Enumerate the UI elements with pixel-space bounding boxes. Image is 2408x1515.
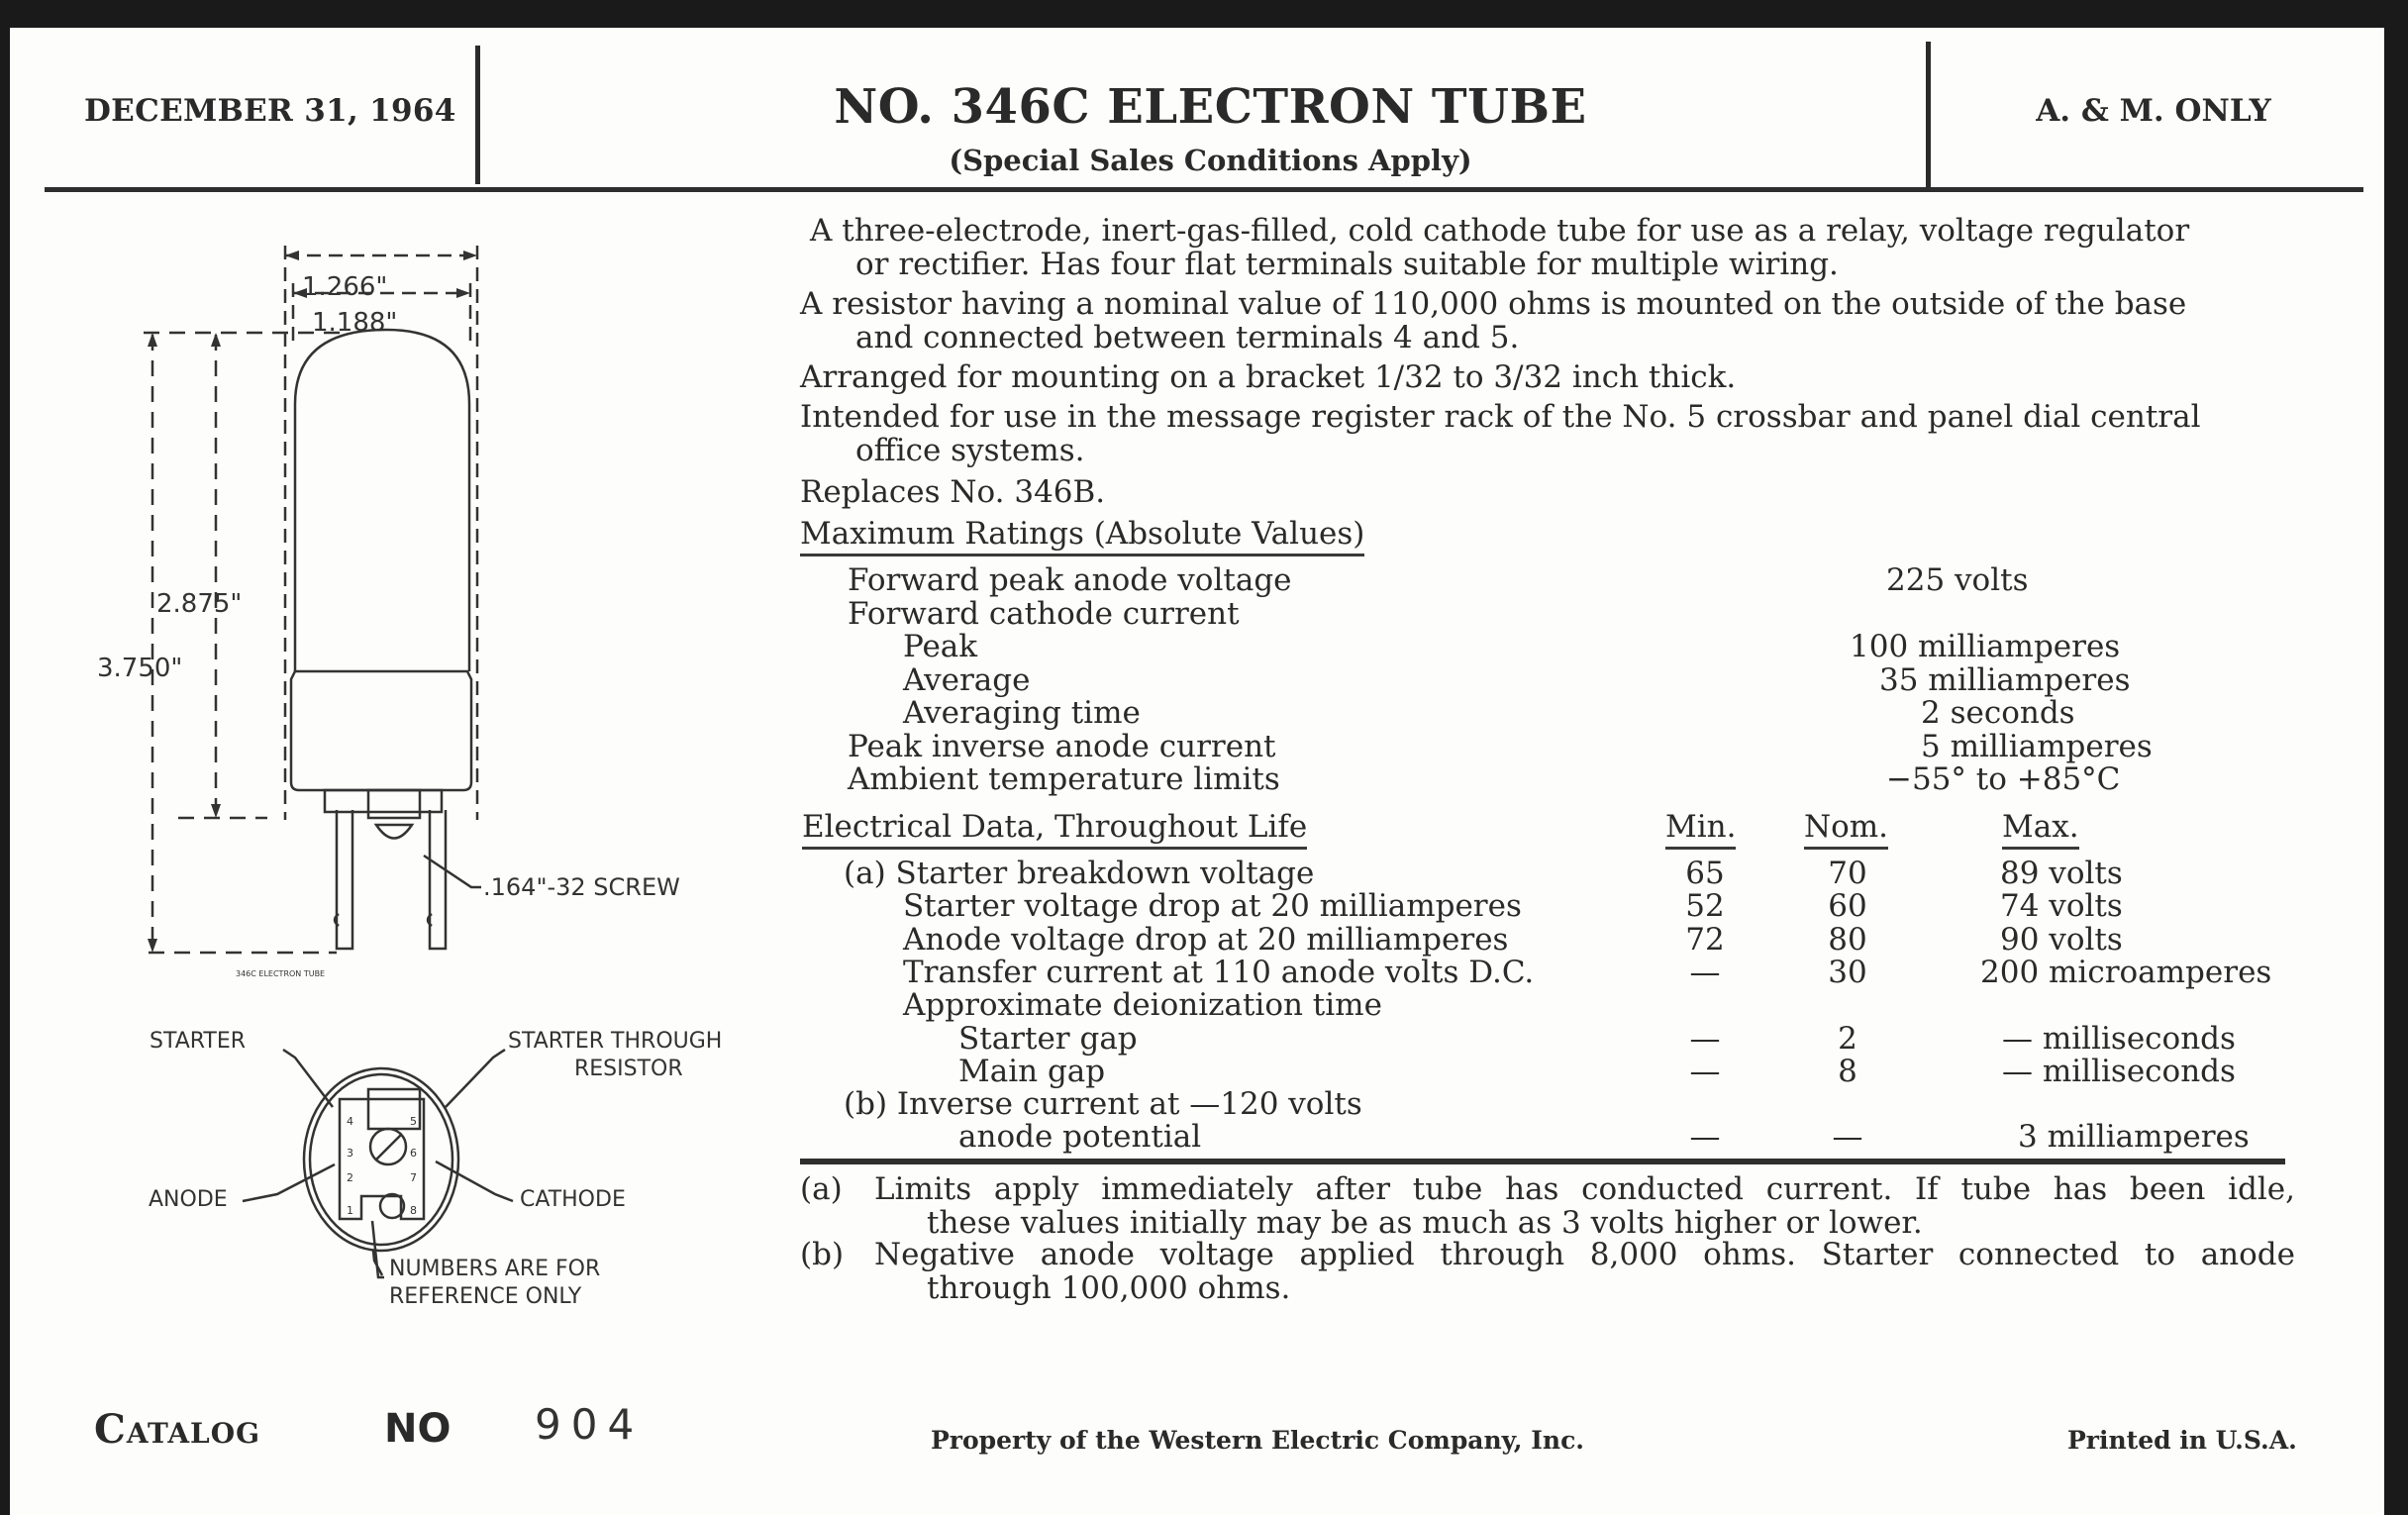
terminal-right [430, 810, 446, 949]
rating-value: 2 seconds [1921, 695, 2075, 731]
column-header-max [2002, 810, 2079, 844]
cell-nom: 80 [1828, 921, 1867, 958]
rating-value: 225 volts [1886, 562, 2029, 598]
dim-total-height-label: 3.750" [97, 654, 183, 683]
screw-label: .164"-32 SCREW [483, 873, 680, 901]
drawing-caption: 346C ELECTRON TUBE [236, 969, 326, 978]
cell-max: 74 volts [2000, 888, 2123, 925]
para-line: Intended for use in the message register rack of the No. 5 crossbar and panel dial central [800, 399, 2201, 435]
rating-value: 100 milliamperes [1850, 629, 2121, 664]
row-label: Starter voltage drop at 20 milliamperes [903, 888, 1522, 925]
label-numbers-2: REFERENCE ONLY [389, 1284, 582, 1309]
base-bottom-outer [304, 1068, 458, 1251]
footnote-line: through 100,000 ohms. [927, 1270, 1291, 1306]
description-para-2 [800, 287, 2295, 354]
electrical-data-heading [802, 810, 1307, 844]
cell-nom: 70 [1828, 856, 1867, 891]
row-label: Starter gap [958, 1020, 1138, 1057]
description-para-3 [800, 360, 2295, 394]
cell-max: 200 microamperes [1980, 954, 2272, 990]
rating-label: Peak inverse anode current [848, 728, 1276, 764]
page-subtitle: (Special Sales Conditions Apply) [949, 144, 1472, 177]
label-starter-resistor-1: STARTER THROUGH [508, 1029, 723, 1054]
terminal-number: 3 [347, 1147, 353, 1160]
table-bottom-rule [800, 1159, 2285, 1164]
footnote-line: these values initially may be as much as 3 volts higher or lower. [927, 1205, 1923, 1241]
terminal-number: 5 [410, 1115, 417, 1128]
tube-bulb [295, 330, 469, 671]
rating-label: Peak [903, 629, 978, 664]
row-label: anode potential [958, 1119, 1202, 1156]
cell-max: 89 volts [2000, 856, 2123, 891]
para-line: and connected between terminals 4 and 5. [855, 320, 1520, 355]
header-divider-right [1926, 42, 1931, 190]
data-sheet-card [10, 28, 2384, 1515]
cell-max: 3 milliamperes [2018, 1119, 2250, 1156]
para-line: A three-electrode, inert-gas-filled, cold cathode tube for use as a relay, voltage regulator [810, 213, 2190, 249]
terminal-number: 4 [347, 1115, 353, 1128]
dim-bulb-height-label: 2.875" [156, 589, 243, 619]
distribution-note: A. & M. ONLY [2036, 93, 2271, 129]
row-label: (a) Starter breakdown voltage [844, 856, 1315, 891]
catalog-number: 904 [535, 1400, 645, 1449]
cell-min: 72 [1685, 921, 1725, 958]
catalog-no-label: NO [384, 1406, 452, 1452]
column-header-min [1665, 810, 1736, 844]
section-heading: Electrical Data, Throughout Life [802, 809, 1307, 850]
rating-label: Forward peak anode voltage [848, 562, 1292, 598]
row-label: Main gap [958, 1053, 1106, 1089]
row-label: Approximate deionization time [903, 987, 1382, 1024]
dim-inner-width-label: 1.188" [312, 308, 398, 338]
tube-drawing [10, 28, 762, 1315]
section-heading: Maximum Ratings (Absolute Values) [800, 516, 1364, 556]
terminal-left [337, 810, 352, 949]
mounting-screw [376, 825, 412, 839]
col-max-label: Max. [2002, 809, 2079, 850]
rating-value: −55° to +85°C [1886, 761, 2121, 797]
catalog-label: Catalog [94, 1406, 261, 1453]
cell-min: 65 [1685, 856, 1725, 891]
cell-max: 90 volts [2000, 921, 2123, 958]
leader-numbers [372, 1221, 384, 1277]
cell-min: — [1689, 1020, 1721, 1057]
leader-starter-resistor [446, 1050, 505, 1107]
terminal-number: 1 [347, 1204, 353, 1217]
label-numbers-1: NUMBERS ARE FOR [389, 1257, 601, 1281]
label-starter: STARTER [150, 1029, 247, 1054]
footnote-tag: (a) [800, 1171, 843, 1207]
cell-min: — [1689, 954, 1721, 990]
terminal-number: 7 [410, 1171, 417, 1184]
cell-nom: 2 [1838, 1020, 1857, 1057]
terminal-number: 8 [410, 1204, 417, 1217]
terminal-number: 2 [347, 1171, 353, 1184]
cell-min: — [1689, 1053, 1721, 1089]
leader-anode [243, 1164, 335, 1201]
col-nom-label: Nom. [1804, 809, 1888, 850]
description-para-1 [800, 214, 2295, 281]
printed-notice: Printed in U.S.A. [2067, 1426, 2297, 1455]
rating-label: Average [903, 661, 1031, 698]
para-line: Replaces No. 346B. [800, 474, 1106, 510]
row-label: Anode voltage drop at 20 milliamperes [903, 921, 1509, 958]
footnote-line: Negative anode voltage applied through 8,000 ohms. Starter connected to anode [874, 1237, 2295, 1272]
terminal-block [325, 790, 442, 812]
description-para-5 [800, 475, 2295, 509]
footnote-line: Limits apply immediately after tube has conducted current. If tube has been idle, [874, 1171, 2295, 1207]
leader-starter [283, 1050, 333, 1107]
para-line: Arranged for mounting on a bracket 1/32 to 3/32 inch thick. [800, 359, 1737, 395]
row-label: (b) Inverse current at —120 volts [844, 1086, 1362, 1123]
rating-value: 35 milliamperes [1879, 661, 2131, 698]
issue-date: DECEMBER 31, 1964 [84, 93, 456, 129]
rating-label: Forward cathode current [848, 595, 1240, 632]
label-starter-resistor-2: RESISTOR [574, 1057, 683, 1081]
cell-nom: — [1832, 1119, 1863, 1156]
footnote-b [800, 1238, 2295, 1307]
description-para-4 [800, 400, 2295, 467]
footnote-tag: (b) [800, 1237, 845, 1272]
dim-outer-width-label: 1.266" [302, 272, 388, 302]
cell-max: — milliseconds [2002, 1053, 2236, 1089]
cell-max: — milliseconds [2002, 1020, 2236, 1057]
cell-nom: 30 [1828, 954, 1867, 990]
col-min-label: Min. [1665, 809, 1736, 850]
label-anode: ANODE [149, 1187, 228, 1212]
para-line: or rectifier. Has four flat terminals suitable for multiple wiring. [855, 247, 1839, 282]
cell-nom: 8 [1838, 1053, 1857, 1089]
rating-label: Averaging time [903, 695, 1141, 731]
page-title: NO. 346C ELECTRON TUBE [834, 79, 1587, 135]
cell-min: 52 [1685, 888, 1725, 925]
cell-nom: 60 [1828, 888, 1867, 925]
cell-min: — [1689, 1119, 1721, 1156]
row-label: Transfer current at 110 anode volts D.C. [903, 954, 1535, 990]
column-header-nom [1804, 810, 1888, 844]
rating-value: 5 milliamperes [1921, 728, 2153, 764]
max-ratings-heading [800, 517, 1364, 551]
para-line: office systems. [855, 433, 1085, 468]
para-line: A resistor having a nominal value of 110,000 ohms is mounted on the outside of the base [800, 286, 2187, 322]
terminal-number: 6 [410, 1147, 417, 1160]
tube-base [291, 671, 471, 790]
property-notice: Property of the Western Electric Company, Inc. [931, 1426, 1585, 1455]
label-cathode: CATHODE [520, 1187, 626, 1212]
footnote-a [800, 1172, 2295, 1242]
rating-label: Ambient temperature limits [848, 761, 1280, 797]
